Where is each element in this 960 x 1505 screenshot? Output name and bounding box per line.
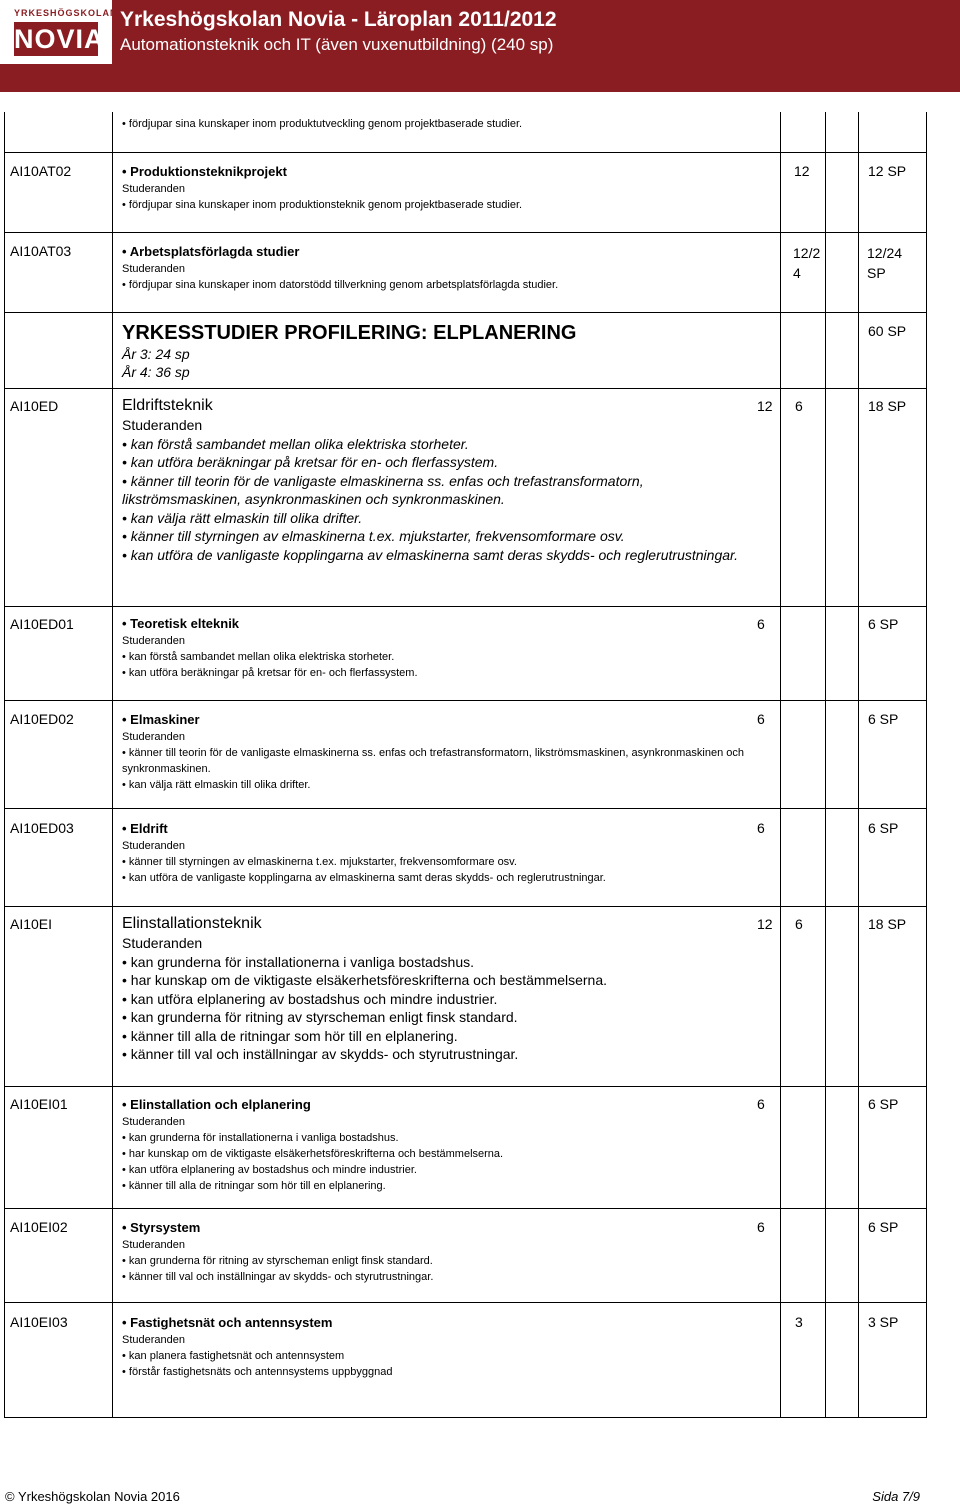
learning-outcome: • kan grunderna för ritning av styrscheman enligt finsk standard. [122,1008,762,1027]
course-description [122,242,762,293]
student-label: Studeranden [122,1239,185,1251]
learning-outcome: • känner till styrningen av elmaskinerna t.ex. mjukstarter, frekvensomformare osv. [122,854,762,870]
course-code: AI10EI03 [10,1314,68,1330]
row-line [4,1086,927,1087]
learning-outcome: • kan utföra beräkningar på kretsar för en- och flerfassystem. [122,453,762,472]
student-label: Studeranden [122,183,185,195]
learning-outcome: • fördjupar sina kunskaper inom datorstödd tillverkning genom arbetsplatsförlagda studier. [122,277,762,293]
credits-year: 6 [757,1219,765,1235]
credits-year: 12 [757,916,773,932]
credits-year: 6 [757,1096,765,1112]
student-label: Studeranden [122,1334,185,1346]
credits-year: 3 [795,1314,803,1330]
course-description [122,819,762,886]
course-title: • Produktionsteknikprojekt [122,162,762,181]
credits-total: 6 SP [868,1096,899,1112]
footer-copyright: © Yrkeshögskolan Novia 2016 [5,1489,180,1504]
credits-total: 6 SP [868,1219,899,1235]
course-title: • Styrsystem [122,1218,762,1237]
credits-total: 6 SP [868,616,899,632]
profile-year3: År 3: 24 sp [122,346,190,362]
page-number: Sida 7/9 [872,1489,920,1504]
course-code: AI10EI01 [10,1096,68,1112]
course-title: Elinstallationsteknik [122,915,262,932]
row-line [4,606,927,607]
student-label: Studeranden [122,263,185,275]
document-title: Yrkeshögskolan Novia - Läroplan 2011/2012 [120,8,557,31]
learning-outcome: • känner till teorin för de vanligaste elmaskinerna ss. enfas och trefastransformatorn, likströmsmaskinen, asynkronmaskinen och synkronmaskinen. [122,745,762,777]
course-code: AI10ED [10,398,59,414]
profile-heading [122,322,576,381]
credits-year: 12 [794,163,810,179]
course-code: AI10EI02 [10,1219,68,1235]
row-line [4,700,927,701]
learning-outcome: • kan utföra de vanligaste kopplingarna av elmaskinerna samt deras skydds- och reglerutrustningar. [122,546,762,565]
course-description [122,710,762,793]
course-title: • Elmaskiner [122,710,762,729]
learning-outcome: • kan grunderna för ritning av styrscheman enligt finsk standard. [122,1253,762,1269]
student-label: Studeranden [122,1116,185,1128]
course-description [122,614,762,681]
course-description [122,914,762,1064]
learning-outcome: • kan utföra elplanering av bostadshus och mindre industrier. [122,990,762,1009]
credits-total: 6 SP [868,820,899,836]
course-title: • Teoretisk elteknik [122,614,762,633]
student-label: Studeranden [122,417,203,433]
row-line [4,232,927,233]
row-line [4,152,927,153]
document-subtitle: Automationsteknik och IT (även vuxenutbildning) (240 sp) [120,35,554,54]
row-line [4,1302,927,1303]
learning-outcome: • kan välja rätt elmaskin till olika drifter. [122,509,762,528]
credits-total: 12/24 SP [867,245,903,281]
course-title: • Elinstallation och elplanering [122,1095,762,1114]
credits-year: 6 [757,820,765,836]
course-title: Eldriftsteknik [122,397,213,414]
course-description [122,162,762,213]
logo-main-text: NOVIA [14,24,105,54]
student-label: Studeranden [122,731,185,743]
credits-year: 6 [757,616,765,632]
learning-outcome: • känner till teorin för de vanligaste elmaskinerna ss. enfas och trefastransformatorn, likströmsmaskinen, asynkronmaskinen och synkronmaskinen. [122,472,762,509]
learning-outcome: • fördjupar sina kunskaper inom produktionsteknik genom projektbaserade studier. [122,197,762,213]
page-header [0,0,960,92]
learning-outcome: • kan utföra beräkningar på kretsar för en- och flerfassystem. [122,665,762,681]
learning-outcome: • kan förstå sambandet mellan olika elektriska storheter. [122,435,762,454]
course-code: AI10AT03 [10,243,72,259]
row-line [4,906,927,907]
learning-outcome: • känner till val och inställningar av skydds- och styrutrustningar. [122,1269,762,1285]
learning-outcome: • kan utföra de vanligaste kopplingarna av elmaskinerna samt deras skydds- och reglerutrustningar. [122,870,762,886]
learning-outcome: • kan planera fastighetsnät och antennsystem [122,1348,762,1364]
student-label: Studeranden [122,935,203,951]
credits-total: 18 SP [868,398,907,414]
credits-year2: 6 [795,398,803,414]
learning-outcome: • kan grunderna för installationerna i vanliga bostadshus. [122,953,762,972]
course-title: • Eldrift [122,819,762,838]
row-line [4,808,927,809]
learning-outcome: • känner till val och inställningar av skydds- och styrutrustningar. [122,1045,762,1064]
credits-total: 6 SP [868,711,899,727]
course-code: AI10ED01 [10,616,74,632]
course-description [122,1313,762,1380]
learning-outcome: • förstår fastighetsnäts och antennsystems uppbyggnad [122,1364,762,1380]
table-border-left [4,112,5,1418]
credits-total: 12 SP [868,163,907,179]
row-line [4,1208,927,1209]
learning-outcome: • har kunskap om de viktigaste elsäkerhetsföreskrifterna och bestämmelserna. [122,971,762,990]
row-line [4,312,927,313]
credits-year: 12/2 4 [793,245,821,281]
table-divider-n2 [825,112,826,1418]
credits-total: 18 SP [868,916,907,932]
learning-outcome: • kan utföra elplanering av bostadshus och mindre industrier. [122,1162,762,1178]
course-code: AI10AT02 [10,163,72,179]
learning-outcome: • kan grunderna för installationerna i vanliga bostadshus. [122,1130,762,1146]
row-line [4,388,927,389]
learning-outcome: • kan välja rätt elmaskin till olika drifter. [122,777,762,793]
table-border-right [926,112,927,1418]
course-code: AI10ED02 [10,711,74,727]
profile-year4: År 4: 36 sp [122,364,190,380]
learning-outcome: • känner till styrningen av elmaskinerna t.ex. mjukstarter, frekvensomformare osv. [122,527,762,546]
course-description [122,1095,762,1194]
credits-year2: 6 [795,916,803,932]
course-description [122,396,762,564]
course-description [122,1218,762,1285]
course-title: • Arbetsplatsförlagda studier [122,242,762,261]
profile-credits: 60 SP [868,323,907,339]
student-label: Studeranden [122,635,185,647]
table-divider-n1 [780,112,781,1418]
credits-year: 6 [757,711,765,727]
credits-year: 12 [757,398,773,414]
learning-outcome: • känner till alla de ritningar som hör till en elplanering. [122,1178,762,1194]
credits-total: 3 SP [868,1314,899,1330]
learning-outcome: • kan förstå sambandet mellan olika elektriska storheter. [122,649,762,665]
course-title: • Fastighetsnät och antennsystem [122,1313,762,1332]
table-border-bottom [4,1417,927,1418]
profile-title: YRKESSTUDIER PROFILERING: ELPLANERING [122,322,577,344]
course-code: AI10EI [10,916,53,932]
learning-outcome: • känner till alla de ritningar som hör till en elplanering. [122,1027,762,1046]
logo-top-text: YRKESHÖGSKOLAN [14,8,118,18]
table-divider-sp [858,112,859,1418]
novia-logo [0,0,118,64]
course-description [122,116,762,132]
course-code: AI10ED03 [10,820,74,836]
student-label: Studeranden [122,840,185,852]
learning-outcome: • fördjupar sina kunskaper inom produktutveckling genom projektbaserade studier. [122,116,762,132]
learning-outcome: • har kunskap om de viktigaste elsäkerhetsföreskrifterna och bestämmelserna. [122,1146,762,1162]
table-divider-code [112,112,113,1418]
